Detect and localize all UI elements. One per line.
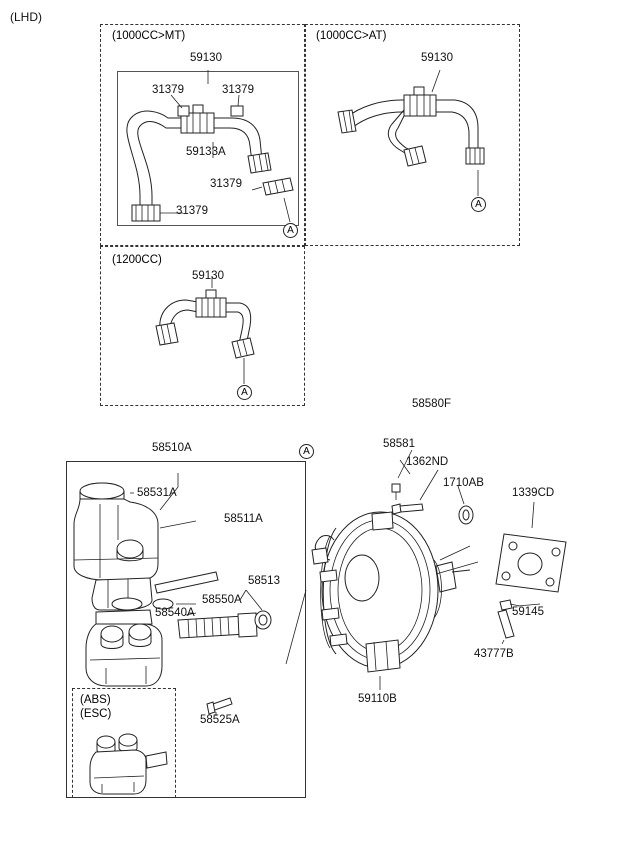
callout-58550A: 58550A xyxy=(202,594,242,606)
art-abs-cylinder xyxy=(90,734,167,794)
callout-58525A: 58525A xyxy=(200,714,240,726)
art-hose-1000at xyxy=(338,70,484,196)
callout-31379-b: 31379 xyxy=(222,84,254,96)
callout-58511A: 58511A xyxy=(224,513,263,525)
callout-1362ND: 1362ND xyxy=(406,456,449,468)
marker-a-at: A xyxy=(471,197,486,212)
art-booster xyxy=(312,512,470,690)
callout-31379-d: 31379 xyxy=(176,205,208,217)
callout-31379-c: 31379 xyxy=(210,178,242,190)
group-title-abs: (ABS) xyxy=(80,694,111,706)
group-title-1200cc: (1200CC) xyxy=(112,254,162,266)
callout-31379-a: 31379 xyxy=(152,84,184,96)
callout-58540A: 58540A xyxy=(155,607,195,619)
group-title-1000cc-at: (1000CC>AT) xyxy=(316,30,387,42)
group-title-1000cc-mt: (1000CC>MT) xyxy=(112,30,186,42)
art-hose-1200 xyxy=(156,276,254,384)
marker-a-1200: A xyxy=(237,385,252,400)
callout-59130-mt: 59130 xyxy=(190,52,222,64)
marker-a-main: A xyxy=(299,444,314,459)
callout-58531A: 58531A xyxy=(137,487,177,499)
art-master-cylinder xyxy=(74,473,306,716)
callout-58581: 58581 xyxy=(383,438,415,450)
side-note-lhd: (LHD) xyxy=(10,10,42,24)
callout-58580F: 58580F xyxy=(412,398,452,410)
group-title-esc: (ESC) xyxy=(80,708,112,720)
callout-58510A: 58510A xyxy=(152,442,192,454)
callout-58513: 58513 xyxy=(248,575,280,587)
callout-1339CD: 1339CD xyxy=(512,487,555,499)
callout-59130-1200: 59130 xyxy=(192,270,224,282)
callout-59130-at: 59130 xyxy=(421,52,453,64)
callout-1710AB: 1710AB xyxy=(443,477,484,489)
marker-a-mt: A xyxy=(283,223,298,238)
callout-59133A: 59133A xyxy=(186,146,226,158)
callout-43777B: 43777B xyxy=(474,648,514,660)
callout-59145: 59145 xyxy=(512,606,544,618)
callout-59110B: 59110B xyxy=(358,693,397,705)
